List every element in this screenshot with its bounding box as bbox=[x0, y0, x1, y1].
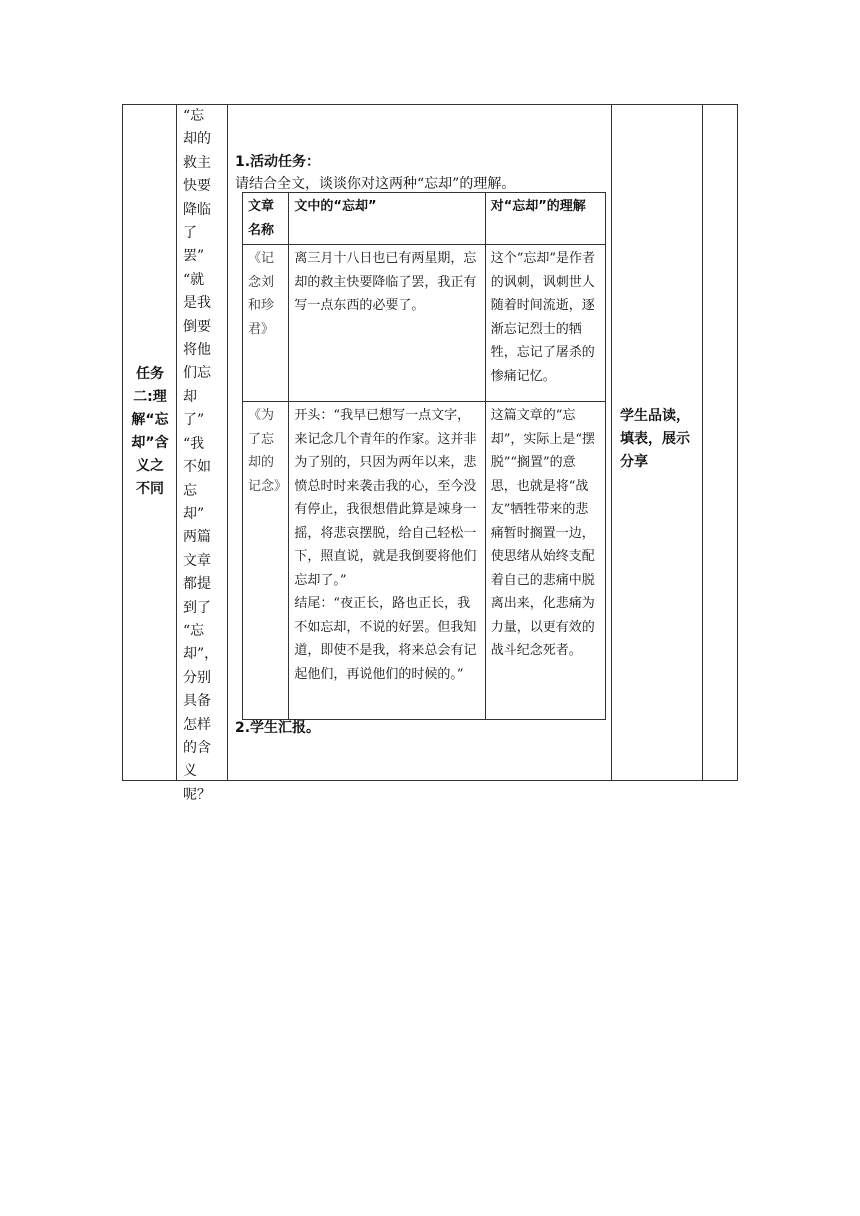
question-line: 的含 bbox=[183, 739, 211, 756]
method-cell bbox=[620, 405, 700, 474]
question-line: 怎样 bbox=[183, 716, 211, 733]
question-cell bbox=[183, 105, 227, 807]
article-quote: 开头：“我早已想写一点文字，来记念几个青年的作家。这并非为了别的，只因为两年以来，悲愤总时时来袭击我的心，至今没有停止，我很想借此算是竦身一摇，将悲哀摆脱，给自己轻松一下，照直说，就是我倒要将他们忘却了。” 结尾：“夜正长，路也正长，我不如忘却，不说的好罢。但我知道，即使不是我，将来总会有记起他们，再说他们的时候的。” bbox=[289, 402, 485, 720]
table-header-row bbox=[243, 193, 606, 245]
task-name-line: 不同 bbox=[136, 481, 164, 497]
question-line: 罢” bbox=[183, 248, 205, 265]
question-line: “忘 bbox=[183, 622, 205, 639]
question-line: “我 bbox=[183, 435, 205, 452]
question-line: 了” bbox=[183, 412, 205, 429]
article-understanding: 这个“忘却”是作者的讽刺，讽刺世人随着时间流逝，逐渐忘记烈士的牺牲，忘记了屠杀的惨痛记忆。 bbox=[485, 245, 605, 402]
question-line: 义 bbox=[183, 763, 197, 780]
student-report: 2.学生汇报。 bbox=[235, 720, 321, 736]
question-line: 了 bbox=[183, 225, 197, 242]
activity-prompt: 请结合全文，谈谈你对这两种“忘却”的理解。 bbox=[235, 176, 516, 192]
question-line: 不如 bbox=[183, 459, 211, 476]
task-name-line: 二:理 bbox=[133, 389, 167, 405]
question-line: “就 bbox=[183, 271, 205, 288]
question-line: 降临 bbox=[183, 201, 211, 218]
task-name-cell bbox=[123, 363, 177, 501]
method-line: 学生品读， bbox=[620, 408, 690, 424]
question-line: 到了 bbox=[183, 599, 211, 616]
article-title: 《为了忘却的记念》 bbox=[243, 402, 289, 720]
question-line: 却” bbox=[183, 505, 205, 522]
activity-title: 1.活动任务： bbox=[235, 154, 321, 170]
column-divider bbox=[611, 105, 612, 780]
column-divider bbox=[227, 105, 228, 780]
header-quote: 文中的“忘却” bbox=[289, 193, 485, 245]
header-article-name: 文章名称 bbox=[243, 193, 289, 245]
table-row bbox=[243, 402, 606, 720]
question-line: 忘 bbox=[183, 482, 197, 499]
method-line: 填表，展示 bbox=[620, 431, 690, 447]
question-line: 却”， bbox=[183, 646, 219, 663]
column-divider bbox=[702, 105, 703, 780]
task-name-line: 却”含 bbox=[131, 435, 169, 451]
header-understanding: 对“忘却”的理解 bbox=[485, 193, 605, 245]
method-line: 分享 bbox=[620, 454, 648, 470]
article-understanding: 这篇文章的“忘却”，实际上是“摆脱”“搁置”的意思，也就是将“战友”牺牲带来的悲痛暂时搁置一边，使思绪从始终支配着自己的悲痛中脱离出来，化悲痛为力量，以更有效的战斗纪念死者。 bbox=[485, 402, 605, 720]
question-line: 文章 bbox=[183, 552, 211, 569]
question-line: 倒要 bbox=[183, 318, 211, 335]
question-line: 们忘 bbox=[183, 365, 211, 382]
question-line: 快要 bbox=[183, 178, 211, 195]
question-line: 都提 bbox=[183, 576, 211, 593]
question-line: 是我 bbox=[183, 295, 211, 312]
question-line: 具备 bbox=[183, 693, 211, 710]
question-line: “忘 bbox=[183, 108, 205, 124]
question-line: 却的 bbox=[183, 131, 211, 148]
task-name-line: 解“忘 bbox=[131, 412, 169, 428]
task-name-line: 义之 bbox=[136, 458, 164, 474]
question-line: 两篇 bbox=[183, 529, 211, 546]
lesson-table bbox=[122, 104, 738, 803]
comparison-table bbox=[242, 192, 606, 720]
question-line: 却 bbox=[183, 388, 197, 405]
question-line: 救主 bbox=[183, 154, 211, 171]
table-row bbox=[243, 245, 606, 402]
article-title: 《记念刘和珍君》 bbox=[243, 245, 289, 402]
task-name-line: 任务 bbox=[136, 366, 164, 382]
article-quote: 离三月十八日也已有两星期，忘却的救主快要降临了罢，我正有写一点东西的必要了。 bbox=[289, 245, 485, 402]
question-line: 呢？ bbox=[183, 786, 211, 803]
question-line: 分别 bbox=[183, 669, 211, 686]
question-line: 将他 bbox=[183, 342, 211, 359]
